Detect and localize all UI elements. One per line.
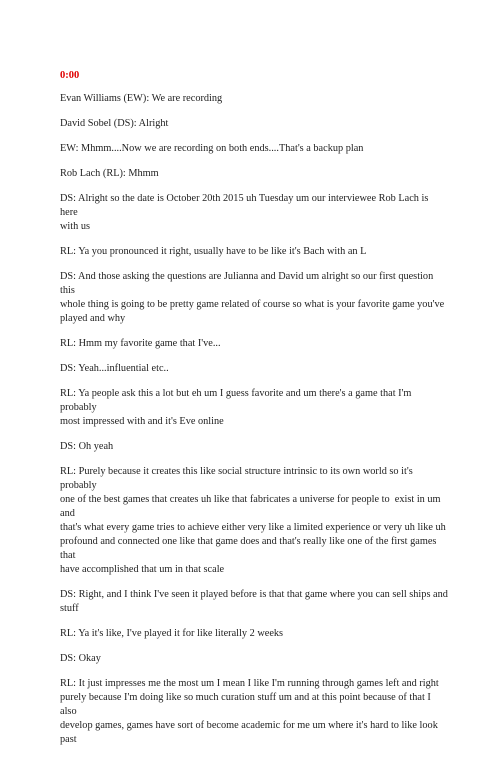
transcript-paragraph: DS: Okay: [60, 653, 101, 664]
transcript-paragraph: EW: Mhmm....Now we are recording on both ends....That's a backup plan: [60, 143, 364, 154]
timestamp: 0:00: [60, 70, 80, 81]
transcript-paragraph: RL: Ya it's like, I've played it for like literally 2 weeks: [60, 628, 284, 639]
transcript-paragraph: DS: Oh yeah: [60, 441, 114, 452]
transcript-paragraph: DS: Right, and I think I've seen it played before is that that game where you can sell ships and stuff: [60, 589, 448, 614]
transcript-paragraph: RL: Hmm my favorite game that I've...: [60, 338, 221, 349]
transcript-paragraph: RL: It just impresses me the most um I mean I like I'm running through games left and right purely because I'm doing like so much curation stuff um and at this point because of that I also develop games, games have sort of become academic for me um where it's hard to like look past: [60, 678, 439, 745]
transcript-paragraph: DS: And those asking the questions are Julianna and David um alright so our first question this whole thing is going to be pretty game related of course so what is your favorite game you've played and why: [60, 271, 445, 324]
transcript-paragraph: DS: Yeah...influential etc..: [60, 363, 169, 374]
transcript-paragraph: Rob Lach (RL): Mhmm: [60, 168, 159, 179]
transcript-paragraph: Evan Williams (EW): We are recording: [60, 93, 223, 104]
transcript-body: [60, 92, 448, 758]
transcript-paragraph: DS: Alright so the date is October 20th 2015 uh Tuesday um our interviewee Rob Lach is here with us: [60, 193, 429, 232]
transcript-paragraph: RL: Ya you pronounced it right, usually have to be like it's Bach with an L: [60, 246, 367, 257]
transcript-paragraph: RL: Purely because it creates this like social structure intrinsic to its own world so it's probably one of the best games that creates uh like that fabricates a universe for people to exist in um and that's what every game tries to achieve either very like a limited experience or very uh like uh profound and connected one like that game does and that's really like one of the first games that have accomplished that um in that scale: [60, 466, 446, 575]
transcript-paragraph: RL: Ya people ask this a lot but eh um I guess favorite and um there's a game that I'm probably most impressed with and it's Eve online: [60, 388, 412, 427]
transcript-paragraph: David Sobel (DS): Alright: [60, 118, 169, 129]
